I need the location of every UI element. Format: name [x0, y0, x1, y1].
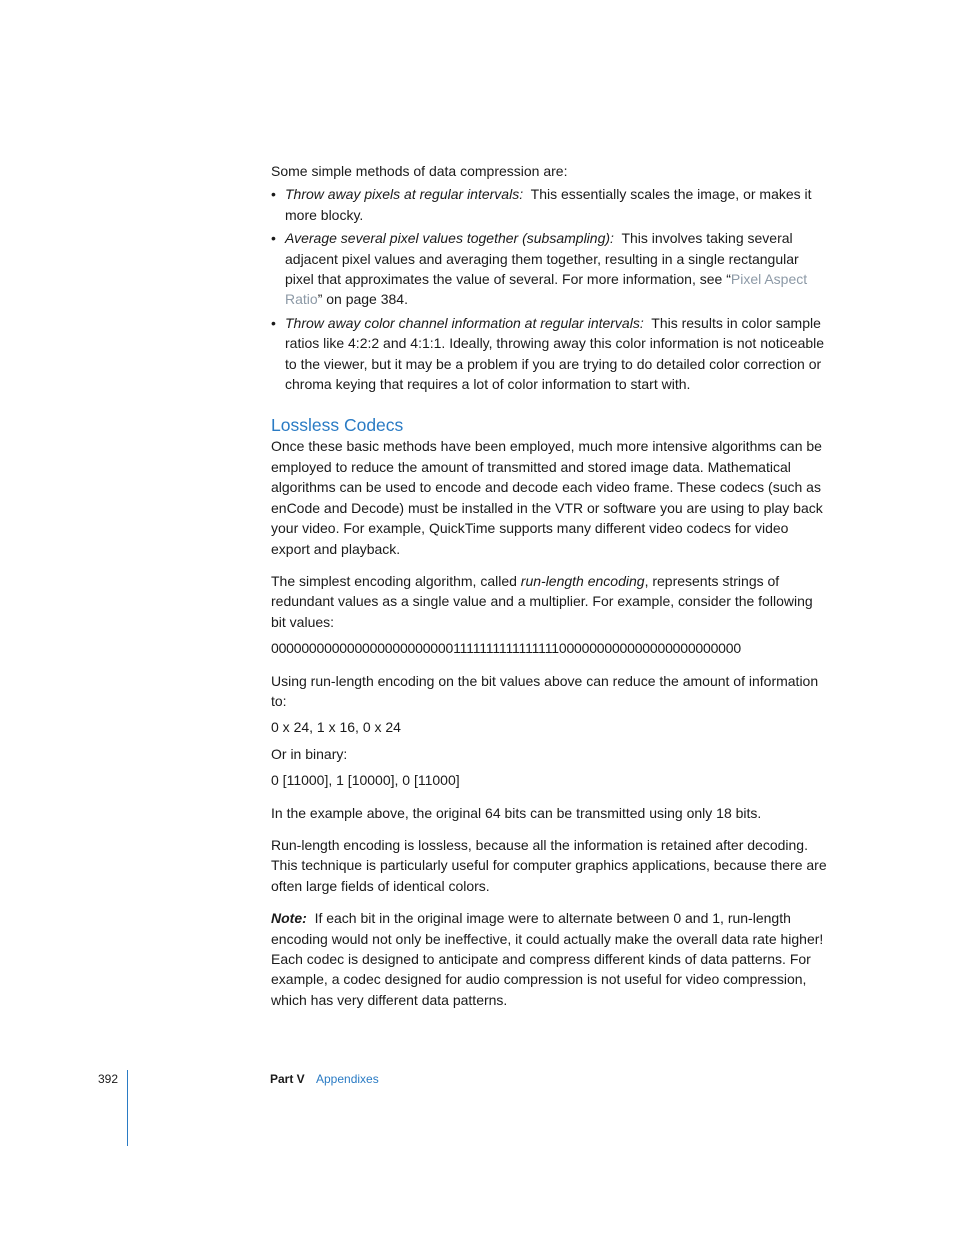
- page-footer: [0, 1072, 954, 1092]
- bullet-body: This essentially scales the image, or makes it more blocky.: [285, 186, 812, 223]
- bullet-lead: Average several pixel values together (subsampling):: [285, 230, 614, 247]
- text-run: , represents strings of redundant values as a single value and a multiplier. For example, consider the following bit values:: [271, 572, 813, 630]
- binary-label: Or in binary:: [271, 745, 348, 762]
- note-label: Note:: [271, 910, 307, 927]
- list-item: [271, 228, 827, 310]
- section-paragraph: Run-length encoding is lossless, because all the information is retained after decoding. This technique is particularly useful for computer graphics applications, because there are often large fields of identical colors.: [271, 836, 827, 894]
- bullet-body: This results in color sample ratios like 4:2:2 and 4:1:1. Ideally, throwing away this color information is not noticeable to the viewer, but it may be a problem if you are trying to do detailed color correction or chroma keying that requires a lot of color information to start with.: [285, 314, 825, 393]
- bullet-lead: Throw away color channel information at regular intervals:: [285, 314, 644, 331]
- compression-methods-list: [271, 184, 827, 394]
- bullet-lead: Throw away pixels at regular intervals:: [285, 186, 524, 203]
- list-item: [271, 313, 827, 395]
- part-label: Part V: [270, 1072, 305, 1086]
- note-paragraph: [271, 908, 827, 1010]
- bit-values: 0000000000000000000000001111111111111111000000000000000000000000: [271, 640, 741, 657]
- rle-example: 0 x 24, 1 x 16, 0 x 24: [271, 719, 401, 736]
- list-item: [271, 184, 827, 225]
- text-run: The simplest encoding algorithm, called: [271, 572, 521, 589]
- page-body: [271, 161, 827, 1010]
- section-paragraph: [271, 571, 827, 632]
- term-run-length-encoding: run-length encoding: [520, 572, 645, 589]
- section-heading: Lossless Codecs: [271, 415, 404, 436]
- bullet-tail: ” on page 384.: [317, 291, 408, 308]
- chapter-link[interactable]: Appendixes: [316, 1072, 379, 1086]
- note-body: If each bit in the original image were to alternate between 0 and 1, run-length encoding would not only be ineffective, it could actually make the overall data rate higher! Each codec is designed to anticipate and compress different kinds of data patterns. For example, a codec designed for audio compression is not useful for video compression, which has very different data patterns.: [271, 910, 824, 1008]
- section-paragraph: In the example above, the original 64 bits can be transmitted using only 18 bits.: [271, 804, 762, 821]
- intro-paragraph: Some simple methods of data compression are:: [271, 163, 568, 179]
- bullet-body: This involves taking several adjacent pixel values and averaging them together, resulting in a single rectangular pixel that approximates the value of several. For more information, see “: [285, 230, 799, 288]
- pixel-aspect-ratio-link[interactable]: Pixel Aspect Ratio: [285, 271, 808, 308]
- section-paragraph: Using run-length encoding on the bit values above can reduce the amount of information to:: [271, 672, 819, 709]
- section-paragraph: Once these basic methods have been employed, much more intensive algorithms can be employed to reduce the amount of transmitted and stored image data. Mathematical algorithms can be used to encode and decode each video frame. These codecs (such as enCode and Decode) must be installed in the VTR or software you are using to play back your video. For example, QuickTime supports many different video codecs for video export and playback.: [271, 438, 823, 557]
- binary-example: 0 [11000], 1 [10000], 0 [11000]: [271, 772, 460, 789]
- page-number: 392: [98, 1072, 119, 1086]
